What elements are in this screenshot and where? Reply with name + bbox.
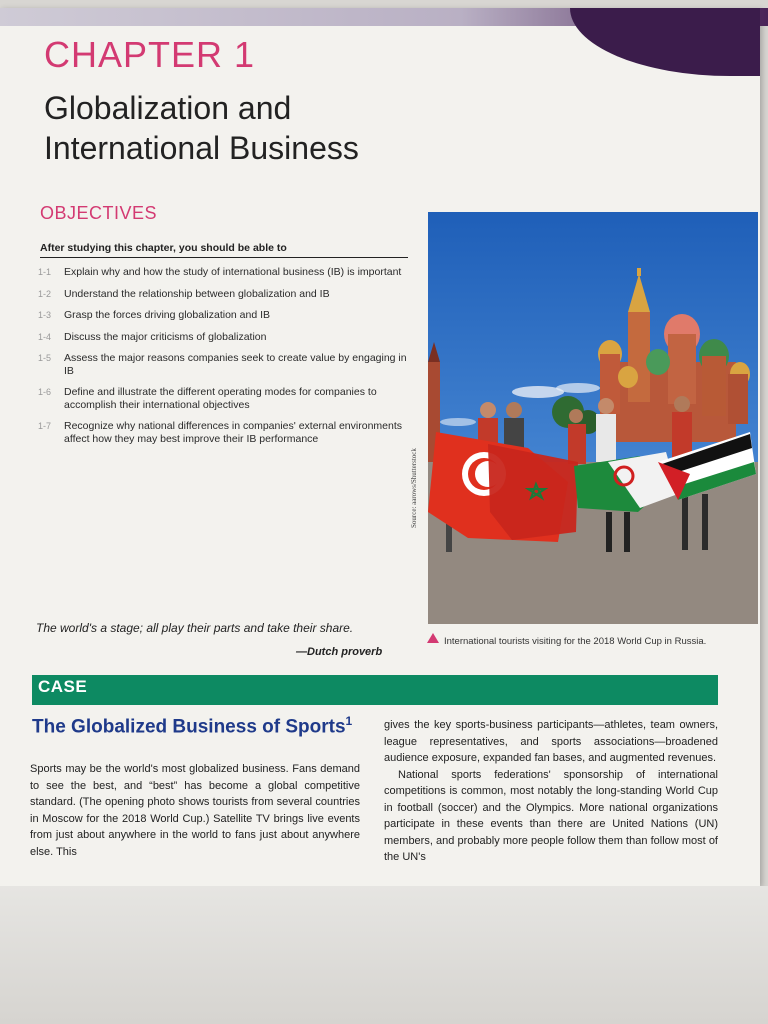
caption-triangle-icon bbox=[427, 633, 439, 643]
case-title-text: The Globalized Business of Sports bbox=[32, 716, 346, 738]
objectives-heading: OBJECTIVES bbox=[40, 203, 158, 223]
chapter-title bbox=[44, 88, 544, 168]
case-left-column bbox=[30, 761, 360, 860]
objective-number: 1-2 bbox=[38, 288, 52, 299]
objective-text: Explain why and how the study of international business (IB) is important bbox=[64, 266, 402, 278]
photo-credit: Source: aarows/Shutterstock bbox=[410, 448, 418, 528]
case-paragraph: National sports federations' sponsorship of international competitions is common, most notably the long-standing World Cup in football (soccer) and the Olympics. More national organizations participate in these events than there are United Nations (UN) members, and probably more people follow them than follow most of the UN's bbox=[384, 768, 718, 863]
chapter-title-line2: International Business bbox=[44, 130, 359, 166]
objective-number: 1-1 bbox=[38, 267, 52, 277]
objective-item bbox=[38, 309, 408, 322]
objective-item bbox=[38, 288, 408, 301]
textbook-page bbox=[0, 8, 760, 886]
case-paragraph: gives the key sports-business participants—athletes, team owners, league representatives, and sports associations—broadened audience exposure, expanded fan bases, and augmented revenues. bbox=[384, 719, 718, 764]
objective-text: Define and illustrate the different operating modes for companies to accomplish their international objectives bbox=[64, 386, 377, 411]
objective-text: Assess the major reasons companies seek to create value by engaging in IB bbox=[64, 352, 407, 377]
world-cup-photo bbox=[428, 212, 758, 624]
objective-item bbox=[38, 266, 408, 279]
objective-item bbox=[38, 420, 408, 445]
chapter-label: CHAPTER 1 bbox=[44, 34, 256, 75]
chapter-title-line1: Globalization and bbox=[44, 90, 292, 126]
quote-attribution: —Dutch proverb bbox=[296, 646, 383, 658]
objective-text: Grasp the forces driving globalization and IB bbox=[64, 309, 271, 321]
photo-caption: International tourists visiting for the 2018 World Cup in Russia. bbox=[444, 636, 707, 647]
case-title bbox=[32, 710, 362, 738]
scan-bottom-margin bbox=[0, 886, 768, 1024]
case-right-column bbox=[384, 717, 718, 866]
objective-number: 1-5 bbox=[38, 353, 52, 363]
objective-item bbox=[38, 386, 408, 411]
case-title-footnote: 1 bbox=[345, 714, 353, 728]
case-paragraph: Sports may be the world's most globalized business. Fans demand to see the best, and “best” has become a global competitive standard. (The opening photo shows tourists from several countries in Moscow for the 2018 World Cup.) Satellite TV brings live events from just about anywhere in the world to fans just about anywhere else. This bbox=[30, 763, 360, 858]
objective-number: 1-6 bbox=[38, 387, 52, 397]
objective-text: Recognize why national differences in companies' external environments affect how they may best improve their IB performance bbox=[64, 420, 402, 445]
objectives-intro: After studying this chapter, you should be able to bbox=[40, 242, 408, 258]
tourists-red-square-illustration bbox=[428, 212, 758, 624]
case-banner bbox=[32, 675, 718, 705]
objective-number: 1-4 bbox=[38, 331, 52, 342]
objective-number: 1-3 bbox=[38, 310, 52, 320]
case-label: CASE bbox=[38, 677, 88, 696]
objective-text: Understand the relationship between globalization and IB bbox=[64, 287, 330, 300]
objectives-list bbox=[38, 266, 408, 454]
objective-text: Discuss the major criticisms of globalization bbox=[64, 330, 267, 343]
opening-quote: The world's a stage; all play their parts and take their share. bbox=[36, 621, 354, 635]
objective-item bbox=[38, 352, 408, 377]
corner-purple-band bbox=[570, 8, 760, 76]
objective-item bbox=[38, 331, 408, 344]
objective-number: 1-7 bbox=[38, 421, 52, 431]
